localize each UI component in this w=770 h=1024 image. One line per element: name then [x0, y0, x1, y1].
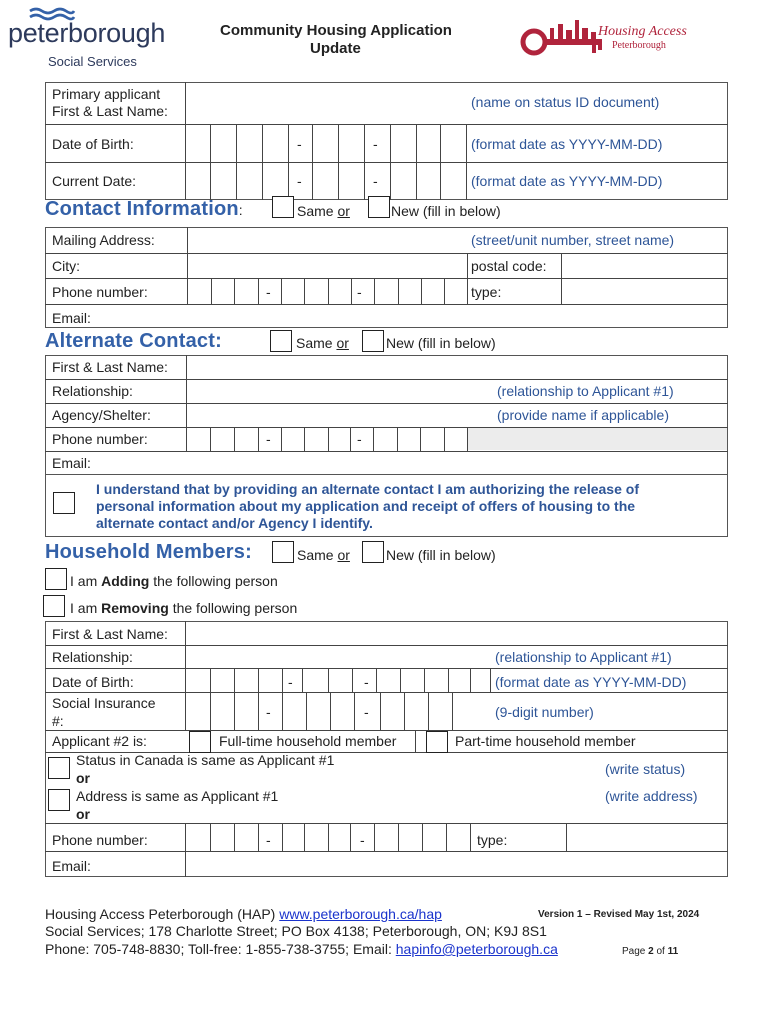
alternate-or-text: or — [336, 335, 349, 351]
member-phone-label: Phone number: — [52, 832, 148, 848]
logo-main-text: peterborough — [8, 18, 166, 48]
adding-checkbox[interactable] — [45, 568, 67, 590]
alternate-email-label: Email: — [52, 455, 91, 471]
adding-pre: I am — [70, 573, 102, 589]
alternate-phone-input[interactable] — [187, 428, 467, 450]
removing-post: the following person — [168, 600, 298, 616]
member-dob-label: Date of Birth: — [52, 674, 134, 690]
postal-code-label: postal code: — [471, 258, 547, 274]
address-note: (write address) — [605, 788, 698, 804]
address-same-text: Address is same as Applicant #1 — [76, 788, 279, 804]
alternate-email-input[interactable] — [110, 452, 727, 474]
removing-pre: I am — [70, 600, 102, 616]
email-input[interactable] — [120, 305, 727, 327]
member-dob-dash-2: - — [364, 674, 369, 690]
member-phone-input[interactable] — [186, 824, 470, 850]
sin-input[interactable] — [186, 693, 452, 729]
household-members-heading — [45, 541, 252, 564]
phone-dash-1: - — [266, 284, 271, 300]
consent-text-line2: personal information about my application and receipt of offers of housing to the — [96, 498, 636, 514]
alternate-phone-dash-1: - — [266, 431, 271, 447]
consent-checkbox[interactable] — [53, 492, 75, 514]
removing-checkbox[interactable] — [43, 595, 65, 617]
dob-note: (format date as YYYY-MM-DD) — [471, 136, 663, 152]
alternate-relationship-label: Relationship: — [52, 383, 133, 399]
page-total: 11 — [667, 946, 679, 957]
footer-line1 — [45, 906, 442, 922]
member-name-label: First & Last Name: — [52, 626, 168, 642]
hap-email-link[interactable]: hapinfo@peterborough.ca — [395, 941, 558, 957]
primary-name-note: (name on status ID document) — [471, 94, 660, 110]
peterborough-logo — [8, 4, 178, 70]
current-date-input[interactable] — [186, 163, 466, 199]
contact-same-checkbox[interactable] — [272, 196, 294, 218]
key-icon — [520, 14, 610, 64]
applicant2-label: Applicant #2 is: — [52, 733, 147, 749]
member-relationship-label: Relationship: — [52, 649, 133, 665]
current-date-note: (format date as YYYY-MM-DD) — [471, 173, 663, 189]
adding-post: the following person — [149, 573, 278, 589]
primary-name-input[interactable] — [186, 83, 466, 123]
parttime-label: Part-time household member — [455, 733, 636, 749]
contact-new-checkbox[interactable] — [368, 196, 390, 218]
page-title-line1: Community Housing Application — [220, 22, 452, 39]
removing-bold: Removing — [101, 600, 169, 616]
agency-note: (provide name if applicable) — [497, 407, 669, 423]
fulltime-checkbox[interactable] — [189, 731, 211, 753]
member-phone-dash-2: - — [360, 832, 365, 848]
alternate-same-checkbox[interactable] — [270, 330, 292, 352]
sin-label-line1: Social Insurance — [52, 695, 156, 711]
sin-note: (9-digit number) — [495, 704, 594, 720]
consent-text-line1: I understand that by providing an alternate contact I am authorizing the release of — [96, 481, 639, 497]
consent-text — [96, 481, 716, 532]
removing-label — [70, 600, 297, 616]
alternate-relationship-note: (relationship to Applicant #1) — [497, 383, 674, 399]
household-same-checkbox[interactable] — [272, 541, 294, 563]
alternate-same-text: Same — [296, 335, 333, 351]
mailing-address-label: Mailing Address: — [52, 232, 155, 248]
dob-dash-1: - — [297, 136, 302, 152]
household-heading-text: Household Members — [45, 541, 246, 563]
footer-line3-text: Phone: 705-748-8830; Toll-free: 1-855-738-3755; Email: — [45, 941, 396, 957]
alternate-relationship-input[interactable] — [187, 380, 492, 402]
city-label: City: — [52, 258, 80, 274]
contact-info-colon: : — [238, 202, 243, 218]
primary-applicant-label-text: Primary applicant First & Last Name: — [52, 86, 168, 119]
household-new-checkbox[interactable] — [362, 541, 384, 563]
alternate-name-label: First & Last Name: — [52, 359, 168, 375]
household-heading-colon: : — [245, 541, 252, 563]
member-dob-input[interactable] — [186, 669, 490, 691]
postal-code-input[interactable] — [562, 254, 727, 278]
city-input[interactable] — [188, 254, 467, 278]
agency-label: Agency/Shelter: — [52, 407, 151, 423]
dob-label: Date of Birth: — [52, 136, 134, 152]
hap-logo-subtext: Peterborough — [612, 40, 666, 51]
page-mid: of — [653, 946, 668, 957]
page-number — [622, 946, 678, 957]
member-phone-dash-1: - — [266, 832, 271, 848]
phone-type-input[interactable] — [562, 279, 727, 303]
member-email-input[interactable] — [186, 852, 727, 876]
mailing-address-input[interactable] — [188, 228, 468, 252]
parttime-checkbox[interactable] — [426, 731, 448, 753]
phone-dash-2: - — [357, 284, 362, 300]
footer-line1-text: Housing Access Peterborough (HAP) — [45, 906, 280, 922]
footer-line3 — [45, 941, 558, 957]
contact-or-text: or — [337, 203, 350, 219]
contact-info-heading — [45, 198, 243, 221]
sin-dash-2: - — [364, 704, 369, 720]
hap-logo-text: Housing Access — [598, 24, 687, 39]
alternate-phone-label: Phone number: — [52, 431, 148, 447]
member-dob-note: (format date as YYYY-MM-DD) — [495, 674, 687, 690]
phone-type-label: type: — [471, 284, 502, 300]
alternate-same-label — [296, 335, 349, 351]
adding-label — [70, 573, 278, 589]
primary-applicant-label — [52, 86, 168, 120]
member-relationship-note: (relationship to Applicant #1) — [495, 649, 672, 665]
status-note: (write status) — [605, 761, 686, 777]
housing-access-logo — [520, 12, 690, 66]
member-relationship-input[interactable] — [186, 646, 491, 667]
member-dob-dash-1: - — [288, 674, 293, 690]
page-current: 2 — [648, 946, 654, 957]
member-email-label: Email: — [52, 858, 91, 874]
current-date-dash-2: - — [373, 173, 378, 189]
logo-sub-text: Social Services — [48, 54, 137, 69]
contact-new-label: New (fill in below) — [391, 203, 501, 219]
member-name-input[interactable] — [186, 622, 727, 644]
current-date-dash-1: - — [297, 173, 302, 189]
household-same-text: Same — [297, 547, 334, 563]
page-pre: Page — [622, 946, 649, 957]
address-same-checkbox[interactable] — [48, 789, 70, 811]
page-title-line2: Update — [310, 40, 361, 57]
household-or-text: or — [337, 547, 350, 563]
household-new-label: New (fill in below) — [386, 547, 496, 563]
current-date-label: Current Date: — [52, 173, 137, 189]
contact-same-label — [297, 203, 350, 219]
contact-same-text: Same — [297, 203, 334, 219]
hap-website-link[interactable]: www.peterborough.ca/hap — [279, 906, 442, 922]
footer-line2: Social Services; 178 Charlotte Street; PO Box 4138; Peterborough, ON; K9J 8S1 — [45, 923, 547, 939]
footer-version: Version 1 – Revised May 1st, 2024 — [538, 909, 700, 920]
mailing-address-note: (street/unit number, street name) — [471, 232, 675, 248]
alternate-name-input[interactable] — [187, 356, 727, 378]
status-same-checkbox[interactable] — [48, 757, 70, 779]
alternate-phone-shaded-area — [468, 428, 727, 450]
status-same-text: Status in Canada is same as Applicant #1 — [76, 752, 335, 768]
adding-bold: Adding — [101, 573, 150, 589]
phone-label: Phone number: — [52, 284, 148, 300]
consent-text-line3: alternate contact and/or Agency I identify. — [96, 515, 373, 531]
dob-input[interactable] — [186, 125, 466, 161]
sin-dash-1: - — [266, 704, 271, 720]
member-phone-type-input[interactable] — [567, 824, 727, 850]
status-or: or — [76, 770, 90, 786]
fulltime-label: Full-time household member — [219, 733, 397, 749]
alternate-new-label: New (fill in below) — [386, 335, 496, 351]
address-or: or — [76, 806, 90, 822]
email-label: Email: — [52, 310, 91, 326]
dob-dash-2: - — [373, 136, 378, 152]
alternate-contact-heading: Alternate Contact: — [45, 330, 222, 352]
member-phone-type-label: type: — [477, 832, 508, 848]
alternate-new-checkbox[interactable] — [362, 330, 384, 352]
contact-info-heading-text: Contact Information — [45, 198, 239, 220]
phone-input[interactable] — [188, 279, 467, 303]
sin-label — [52, 694, 156, 730]
alternate-phone-dash-2: - — [357, 431, 362, 447]
sin-label-line2: #: — [52, 713, 64, 729]
household-same-label — [297, 547, 350, 563]
agency-input[interactable] — [187, 404, 492, 426]
